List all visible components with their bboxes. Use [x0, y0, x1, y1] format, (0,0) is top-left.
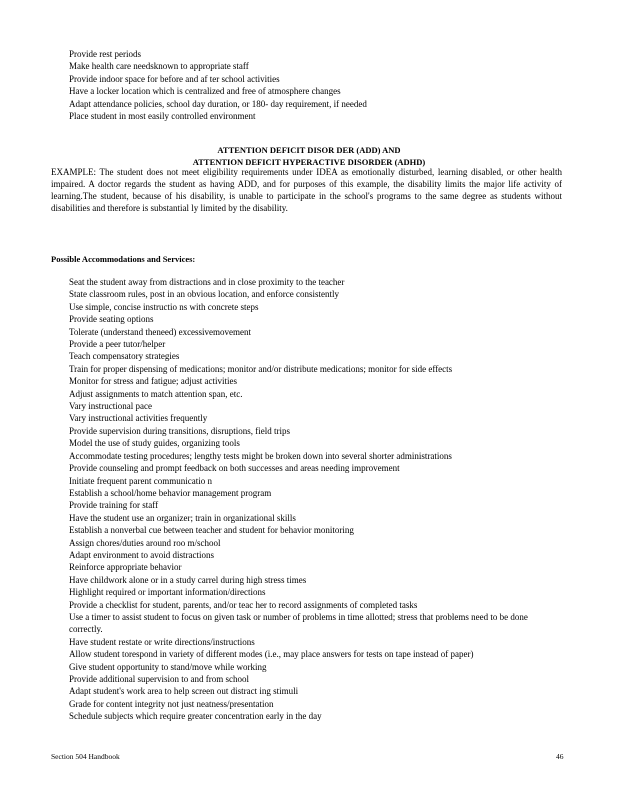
- list-item: [60, 363, 562, 375]
- footer-title: Section 504 Handbook: [51, 752, 120, 761]
- list-item: [60, 549, 562, 561]
- list-item: [60, 48, 367, 60]
- list-item-text: Vary instructional pace: [69, 401, 152, 412]
- list-item-text: Train for proper dispensing of medications; monitor and/or distribute medications; monitor for side effects: [69, 363, 453, 374]
- list-item-text: Seat the student away from distractions and in close proximity to the teacher: [69, 277, 345, 287]
- list-item-text: Provide additional supervision to and from school: [69, 674, 249, 684]
- list-item: [60, 499, 562, 511]
- list-item: [60, 388, 562, 400]
- accommodations-list: [60, 276, 562, 723]
- list-item-text: Grade for content integrity not just neatness/presentation: [69, 698, 274, 709]
- list-item: [60, 425, 562, 437]
- list-item: [60, 326, 562, 338]
- list-item-text: Accommodate testing procedures; lengthy tests might be broken down into several shorter administrations: [69, 450, 452, 461]
- list-item-text: Provide a peer tutor/helper: [69, 339, 166, 350]
- accommodations-subheading: Possible Accommodations and Services:: [51, 254, 196, 264]
- list-item: [60, 301, 562, 313]
- list-item-text: Provide counseling and prompt feedback on both successes and areas needing improvement: [69, 463, 400, 474]
- list-item-text: Establish a school/home behavior management program: [69, 487, 272, 498]
- list-item-text: Initiate frequent parent communicatio n: [69, 475, 212, 486]
- list-item: [60, 710, 562, 722]
- list-item: [60, 685, 562, 697]
- list-item: [60, 673, 562, 685]
- list-item-text: Have the student use an organizer; train in organizational skills: [69, 512, 296, 523]
- page-number: 46: [556, 752, 564, 761]
- list-item-text: Adjust assignments to match attention span, etc.: [69, 388, 243, 399]
- list-item: [60, 599, 562, 611]
- list-item-text: Give student opportunity to stand/move while working: [69, 661, 267, 672]
- list-item: [60, 60, 367, 72]
- list-item-text: Provide a checklist for student, parents, and/or teac her to record assignments of completed tasks: [69, 599, 418, 610]
- list-item: [60, 276, 562, 288]
- list-item-text: Adapt student's work area to help screen out distract ing stimuli: [69, 686, 299, 697]
- list-item: [60, 487, 562, 499]
- top-accommodation-list: [60, 48, 367, 122]
- list-item-text: Provide rest periods: [69, 49, 141, 59]
- list-item: [60, 412, 562, 424]
- list-item-text: Provide training for staff: [69, 500, 159, 511]
- list-item-text: Make health care needsknown to appropriate staff: [69, 61, 249, 72]
- list-item: [60, 524, 562, 536]
- list-item-text: Reinforce appropriate behavior: [69, 562, 182, 573]
- list-item-text: Use simple, concise instructio ns with concrete steps: [69, 301, 259, 312]
- list-item: [60, 611, 562, 636]
- list-item-text: Place student in most easily controlled environment: [69, 111, 256, 122]
- list-item-text: Tolerate (understand theneed) excessivemovement: [69, 326, 252, 337]
- list-item-text: Have a locker location which is centralized and free of atmosphere changes: [69, 86, 341, 97]
- list-item: [60, 313, 562, 325]
- list-item: [60, 85, 367, 97]
- list-item: [60, 698, 562, 710]
- list-item: [60, 636, 562, 648]
- list-item-text: Highlight required or important information/directions: [69, 587, 266, 598]
- list-item: [60, 648, 562, 660]
- list-item-text: Vary instructional activities frequently: [69, 413, 208, 424]
- list-item-text: Provide seating options: [69, 314, 154, 325]
- list-item-text: Allow student torespond in variety of different modes (i.e., may place answers for tests on tape instead of paper): [69, 649, 474, 660]
- list-item: [60, 400, 562, 412]
- list-item-text: Have childwork alone or in a study carrel during high stress times: [69, 574, 307, 585]
- list-item-text: Use a timer to assist student to focus on given task or number of problems in time allotted; stress that problems need to be done correctly.: [69, 611, 528, 635]
- list-item-text: Monitor for stress and fatigue; adjust activities: [69, 376, 237, 387]
- list-item: [60, 110, 367, 122]
- list-item-text: Adapt attendance policies, school day duration, or 180- day requirement, if needed: [69, 98, 367, 109]
- list-item: [60, 537, 562, 549]
- list-item-text: Provide indoor space for before and af ter school activities: [69, 73, 280, 84]
- list-item: [60, 288, 562, 300]
- list-item: [60, 475, 562, 487]
- list-item-text: Adapt environment to avoid distractions: [69, 549, 214, 560]
- example-paragraph: EXAMPLE: The student does not meet eligibility requirements under IDEA as emotionally disturbed, learning disabled, or other health impaired. A doctor regards the student as having ADD, and for purposes of this example, the disability limits the major life activity of learning.The student, because of his disability, is unable to participate in the school's programs to the same degree as students without disabilities and therefore is substantial ly limited by the disability.: [51, 167, 562, 213]
- list-item: [60, 350, 562, 362]
- list-item: [60, 73, 367, 85]
- list-item-text: State classroom rules, post in an obvious location, and enforce consistently: [69, 289, 339, 300]
- list-item: [60, 661, 562, 673]
- section-heading-line-1: ATTENTION DEFICIT DISOR DER (ADD) AND: [217, 145, 401, 155]
- list-item: [60, 574, 562, 586]
- list-item: [60, 450, 562, 462]
- list-item-text: Provide supervision during transitions, disruptions, field trips: [69, 425, 290, 436]
- list-item-text: Schedule subjects which require greater concentration early in the day: [69, 711, 322, 722]
- list-item: [60, 98, 367, 110]
- list-item: [60, 462, 562, 474]
- list-item: [60, 338, 562, 350]
- list-item: [60, 586, 562, 598]
- list-item-text: Model the use of study guides, organizing tools: [69, 438, 240, 449]
- list-item: [60, 437, 562, 449]
- list-item-text: Establish a nonverbal cue between teacher and student for behavior monitoring: [69, 525, 354, 536]
- list-item-text: Have student restate or write directions/instructions: [69, 636, 255, 647]
- list-item-text: Assign chores/duties around roo m/school: [69, 537, 221, 548]
- list-item-text: Teach compensatory strategies: [69, 351, 180, 362]
- list-item: [60, 375, 562, 387]
- list-item: [60, 561, 562, 573]
- section-heading-line-2: ATTENTION DEFICIT HYPERACTIVE DISORDER (ADHD): [192, 157, 426, 167]
- list-item: [60, 512, 562, 524]
